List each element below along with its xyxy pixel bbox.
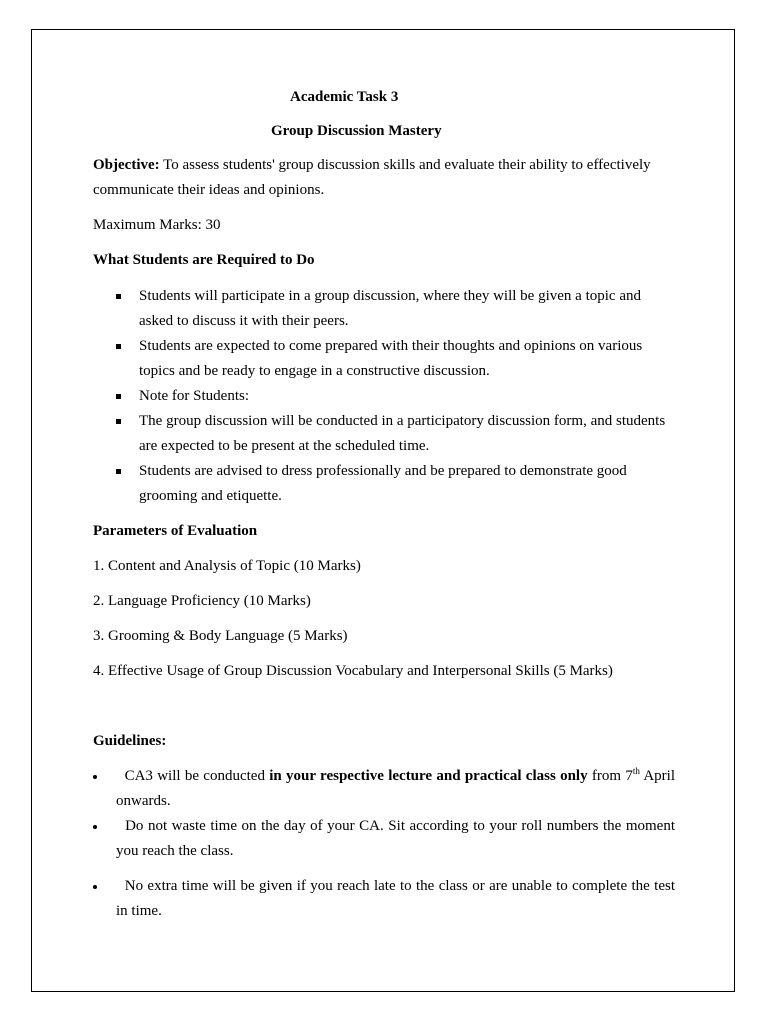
square-bullet-icon (116, 469, 121, 474)
list-item: Students are advised to dress professionally and be prepared to demonstrate good grooming and etiquette. (93, 459, 675, 509)
parameter-item: 2. Language Proficiency (10 Marks) (93, 593, 311, 609)
square-bullet-icon (116, 419, 121, 424)
guideline-item: Do not waste time on the day of your CA. Sit according to your roll numbers the moment you reach the class. (93, 814, 675, 864)
list-item: Note for Students: (93, 384, 675, 409)
required-heading: What Students are Required to Do (93, 252, 315, 268)
guideline-item: CA3 will be conducted in your respective lecture and practical class only from 7th April onwards. (93, 764, 675, 814)
square-bullet-icon (116, 294, 121, 299)
bullet-icon (93, 825, 97, 829)
guidelines-heading: Guidelines: (93, 733, 167, 749)
bullet-icon (93, 885, 97, 889)
square-bullet-icon (116, 344, 121, 349)
guideline-item: No extra time will be given if you reach late to the class or are unable to complete the test in time. (93, 874, 675, 924)
objective-label: Objective: (93, 157, 160, 173)
objective-text: To assess students' group discussion skills and evaluate their ability to effectively communicate their ideas and opinions. (93, 157, 651, 198)
objective-paragraph (93, 153, 675, 203)
list-item: Students will participate in a group discussion, where they will be given a topic and asked to discuss it with their peers. (93, 284, 675, 334)
parameters-heading: Parameters of Evaluation (93, 523, 258, 539)
task-subtitle: Group Discussion Mastery (271, 123, 442, 139)
parameter-item: 4. Effective Usage of Group Discussion Vocabulary and Interpersonal Skills (5 Marks) (93, 663, 613, 679)
parameter-item: 1. Content and Analysis of Topic (10 Marks) (93, 558, 361, 574)
list-item: The group discussion will be conducted in a participatory discussion form, and students are expected to be present at the scheduled time. (93, 409, 675, 459)
bullet-icon (93, 775, 97, 779)
list-item: Students are expected to come prepared with their thoughts and opinions on various topics and be ready to engage in a constructive discussion. (93, 334, 675, 384)
parameter-item: 3. Grooming & Body Language (5 Marks) (93, 628, 348, 644)
square-bullet-icon (116, 394, 121, 399)
task-title: Academic Task 3 (290, 89, 399, 105)
required-list (93, 284, 675, 509)
max-marks: Maximum Marks: 30 (93, 217, 221, 233)
guidelines-list (93, 764, 675, 924)
